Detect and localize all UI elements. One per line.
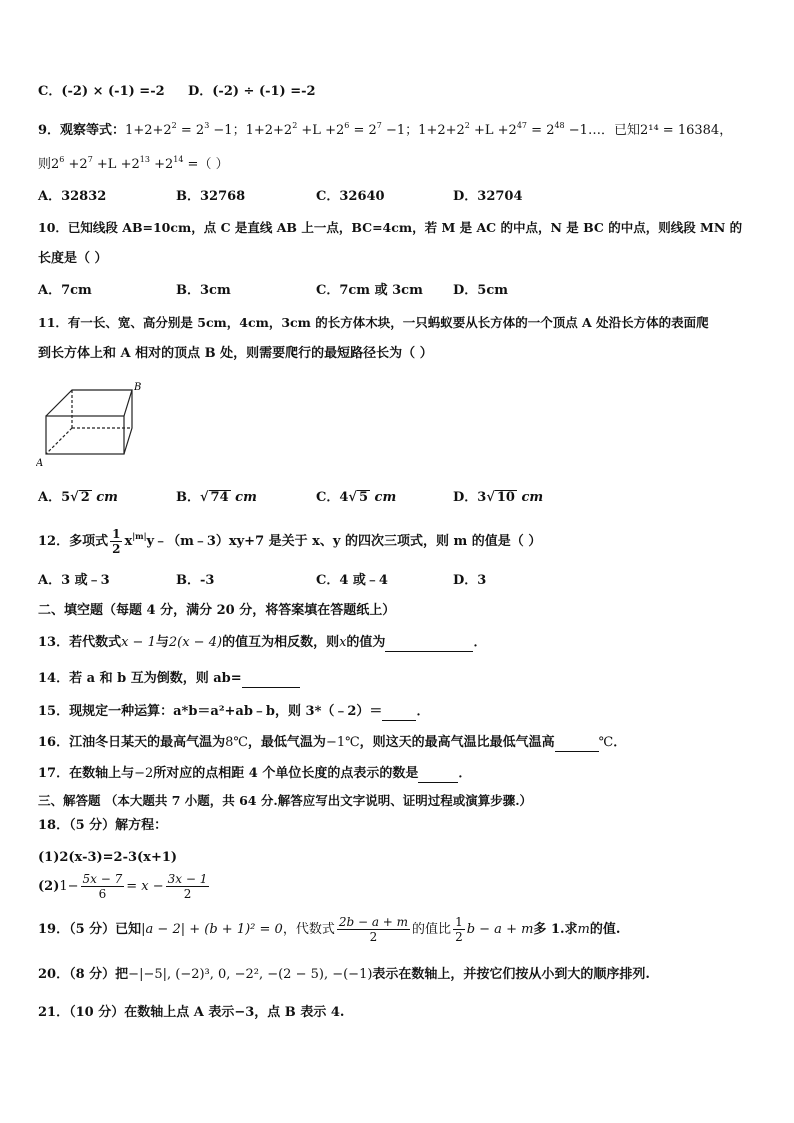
q12-tail: y﹣（m﹣3）xy+7 是关于 x、y 的四次三项式，则 m 的值是（ ） — [146, 534, 542, 549]
q19-frac1 — [337, 915, 410, 944]
q18-eq2 — [38, 872, 211, 901]
q11-option-d: D．3√ 10 cm — [453, 490, 544, 505]
q17-line — [38, 765, 471, 783]
cuboid-right-face — [124, 390, 132, 454]
q11-option-b-radicand: 74 — [210, 490, 229, 505]
q11-line2: 到长方体上和 A 相对的顶点 B 处，则需要爬行的最短路径长为（ ） — [38, 346, 433, 361]
q9-option-c: C．32640 — [316, 189, 385, 204]
q18-frac2-den: 2 — [183, 887, 192, 901]
q17-a: 17．在数轴上与 — [38, 766, 135, 781]
q19-frac2-den: 2 — [455, 930, 463, 944]
q12-prefix: 12．多项式 — [38, 534, 109, 549]
q9-known: 2¹⁴ = 16384 — [639, 123, 720, 138]
cuboid-figure — [36, 380, 146, 470]
q12-option-a: A．3 或﹣3 — [38, 573, 110, 588]
q19-frac1-num: 2b − a + m — [338, 915, 409, 929]
q11-option-d-radicand: 10 — [496, 490, 515, 505]
q19-b: ，代数式 — [282, 922, 335, 937]
q13-c: 的值互为相反数，则 — [222, 635, 340, 650]
q12-fraction — [110, 527, 122, 556]
q18-frac2 — [166, 872, 210, 901]
q15-answer-blank[interactable] — [382, 706, 416, 721]
q18-eq2-b: = x − — [126, 879, 164, 894]
q17-number: −2 — [134, 766, 154, 781]
cuboid-hidden-edges — [46, 390, 132, 454]
q19-frac2-num: 1 — [455, 915, 463, 929]
q19-line — [38, 915, 620, 945]
q14-answer-blank[interactable] — [242, 673, 300, 688]
q16-line — [38, 734, 626, 752]
q9-line2-prefix: 则 — [38, 157, 52, 172]
q9-line2-suffix: （ ） — [198, 157, 229, 172]
q16-low-temp: −1℃ — [325, 735, 360, 750]
q10-line2: 长度是（ ） — [38, 251, 108, 266]
q18-frac1-num: 5x − 7 — [82, 872, 123, 886]
q16-end: ． — [613, 735, 627, 750]
q18-eq1: (1)2(x-3)=2-3(x+1) — [38, 850, 178, 865]
q11-option-b-unit: cm — [235, 490, 257, 505]
q13-answer-blank[interactable] — [385, 637, 473, 652]
q13-var: x — [339, 635, 347, 650]
q10-option-c: C．7cm 或 3cm — [316, 283, 423, 298]
q16-unit: ℃ — [598, 735, 614, 750]
q12-option-b: B．-3 — [176, 573, 215, 588]
q11-option-c-coef: 4 — [339, 490, 349, 505]
q17-answer-blank[interactable] — [418, 768, 458, 783]
q10-option-d: D．5cm — [453, 283, 508, 298]
q12-frac-num: 1 — [112, 527, 121, 541]
q19-head: 19．（5 分）已知 — [38, 922, 142, 937]
q21-line: 21．（10 分）在数轴上点 A 表示−3，点 B 表示 4. — [38, 1005, 345, 1020]
q9-line2 — [38, 156, 229, 174]
q20-number-list: −|−5|, (−2)³, 0, −2², −(2 − 5), −(−1) — [128, 967, 373, 982]
q11-option-a: A．5√ 2 cm — [38, 490, 118, 505]
q10-option-b: B．3cm — [176, 283, 231, 298]
q13-a: 13．若代数式 — [38, 635, 122, 650]
q12-line — [38, 527, 541, 556]
q19-e: 多 1.求 — [533, 922, 578, 937]
cuboid-top-face — [46, 390, 132, 416]
q13-expr1: x − 1 — [121, 635, 156, 650]
q18-frac2-num: 3x − 1 — [167, 872, 208, 886]
q19-condition: |a − 2| + (b + 1)² = 0 — [141, 922, 283, 937]
q20-line — [38, 966, 650, 984]
q20-head: 20．（8 分）把 — [38, 967, 129, 982]
q9-option-a: A．32832 — [38, 189, 107, 204]
q17-b: 所对应的点相距 4 个单位长度的点表示的数是 — [153, 766, 419, 781]
q13-d: 的值为 — [346, 635, 386, 650]
q11-option-a-radicand: 2 — [80, 490, 90, 505]
q9-known-prefix: ．已知 — [600, 123, 640, 138]
q11-option-c-unit: cm — [374, 490, 397, 505]
q17-end: ． — [458, 766, 472, 781]
q9-number: 9．观察等式： — [38, 123, 126, 138]
q11-option-c-letter: C． — [316, 490, 340, 505]
q12-exponent: |m| — [132, 531, 147, 541]
q9-option-d: D．32704 — [453, 189, 523, 204]
q18-frac1 — [81, 872, 125, 901]
section-2-heading: 二、填空题（每题 4 分，满分 20 分，将答案填在答题纸上） — [38, 603, 396, 618]
q16-b: ，最低气温为 — [247, 735, 326, 750]
q8-option-c: C．(-2) × (-1) =-2 — [38, 84, 165, 99]
q11-option-b: B．√ 74 cm — [176, 490, 257, 505]
q15-end: ． — [416, 704, 430, 719]
q18-eq2-a: 1− — [59, 879, 79, 894]
q11-option-c-radicand: 5 — [358, 490, 368, 505]
q19-frac2 — [453, 915, 465, 944]
q9-eq1: $1+2+2^2 = 2^3 -1$；$1+2+2^2 +L +2^6 = 2^7 -1$；$1+2+2^2 +L +2^{47} = 2^{48}$ −1… — [125, 121, 601, 138]
q8-option-d: D．(-2) ÷ (-1) =-2 — [188, 84, 316, 99]
q11-option-a-coef: 5 — [61, 490, 71, 505]
q15-line — [38, 703, 429, 721]
q9-option-b: B．32768 — [176, 189, 246, 204]
q11-line1: 11．有一长、宽、高分别是 5cm，4cm，3cm 的长方体木块，一只蚂蚁要从长方体的一个顶点 A 处沿长方体的表面爬 — [38, 315, 709, 330]
q12-frac-den: 2 — [112, 542, 121, 556]
q12-x: x — [124, 534, 133, 549]
q13-line — [38, 634, 486, 652]
q11-option-a-unit: cm — [96, 490, 118, 505]
q13-expr2: 2(x − 4) — [168, 635, 223, 650]
q9-sum: $2^6 +2^7 +L +2^{13} +2^{14}$ = — [51, 155, 199, 172]
q19-var: m — [577, 922, 590, 937]
q10-line1: 10．已知线段 AB=10cm，点 C 是直线 AB 上一点，BC=4cm，若 M 是 AC 的中点，N 是 BC 的中点，则线段 MN 的 — [38, 220, 743, 235]
q16-a: 16．江油冬日某天的最高气温为 — [38, 735, 226, 750]
q19-frac1-den: 2 — [369, 930, 378, 944]
q9-line1: 9．观察等式：$1+2+2^2 = 2^3 -1$；$1+2+2^2 +L +2^6 = 2^7 -1$；$1+2+2^2 +L +2^{47} = 2^{48}$ −1…．已知2¹⁴ = 16384， — [38, 121, 733, 138]
q19-d: b − a + m — [466, 922, 534, 937]
q19-f: 的值. — [589, 922, 621, 937]
q18-eq2-label: (2) — [38, 879, 60, 894]
q13-end: ． — [473, 635, 487, 650]
q10-option-a: A．7cm — [38, 283, 92, 298]
q13-b: 与 — [155, 635, 169, 650]
q12-option-c: C．4 或﹣4 — [316, 573, 388, 588]
cuboid-front-face — [46, 416, 124, 454]
q16-high-temp: 8℃ — [225, 735, 248, 750]
section-3-heading: 三、解答题 （本大题共 7 小题，共 64 分.解答应写出文字说明、证明过程或演算步骤.） — [38, 793, 533, 808]
vertex-b-label: B — [134, 382, 142, 393]
q12-option-d: D．3 — [453, 573, 487, 588]
q11-option-d-letter: D． — [453, 490, 478, 505]
q14-text: 14．若 a 和 b 互为倒数，则 ab= — [38, 671, 242, 686]
q11-option-d-coef: 3 — [477, 490, 487, 505]
q16-answer-blank[interactable] — [555, 737, 599, 752]
q11-option-b-letter: B． — [176, 490, 200, 505]
q19-c: 的值比 — [412, 922, 452, 937]
q15-text: 15．现规定一种运算：a*b＝a²+ab﹣b，则 3*（﹣2）＝ — [38, 704, 383, 719]
q16-c: ，则这天的最高气温比最低气温高 — [359, 735, 555, 750]
q18-head: 18．（5 分）解方程： — [38, 818, 168, 833]
q18-frac1-den: 6 — [98, 887, 107, 901]
q14-line — [38, 670, 300, 688]
q20-tail: 表示在数轴上，并按它们按从小到大的顺序排列. — [372, 967, 650, 982]
q11-option-a-letter: A． — [38, 490, 62, 505]
q11-option-d-unit: cm — [521, 490, 544, 505]
q11-option-c: C．4√ 5 cm — [316, 490, 397, 505]
vertex-a-label: A — [36, 458, 44, 469]
